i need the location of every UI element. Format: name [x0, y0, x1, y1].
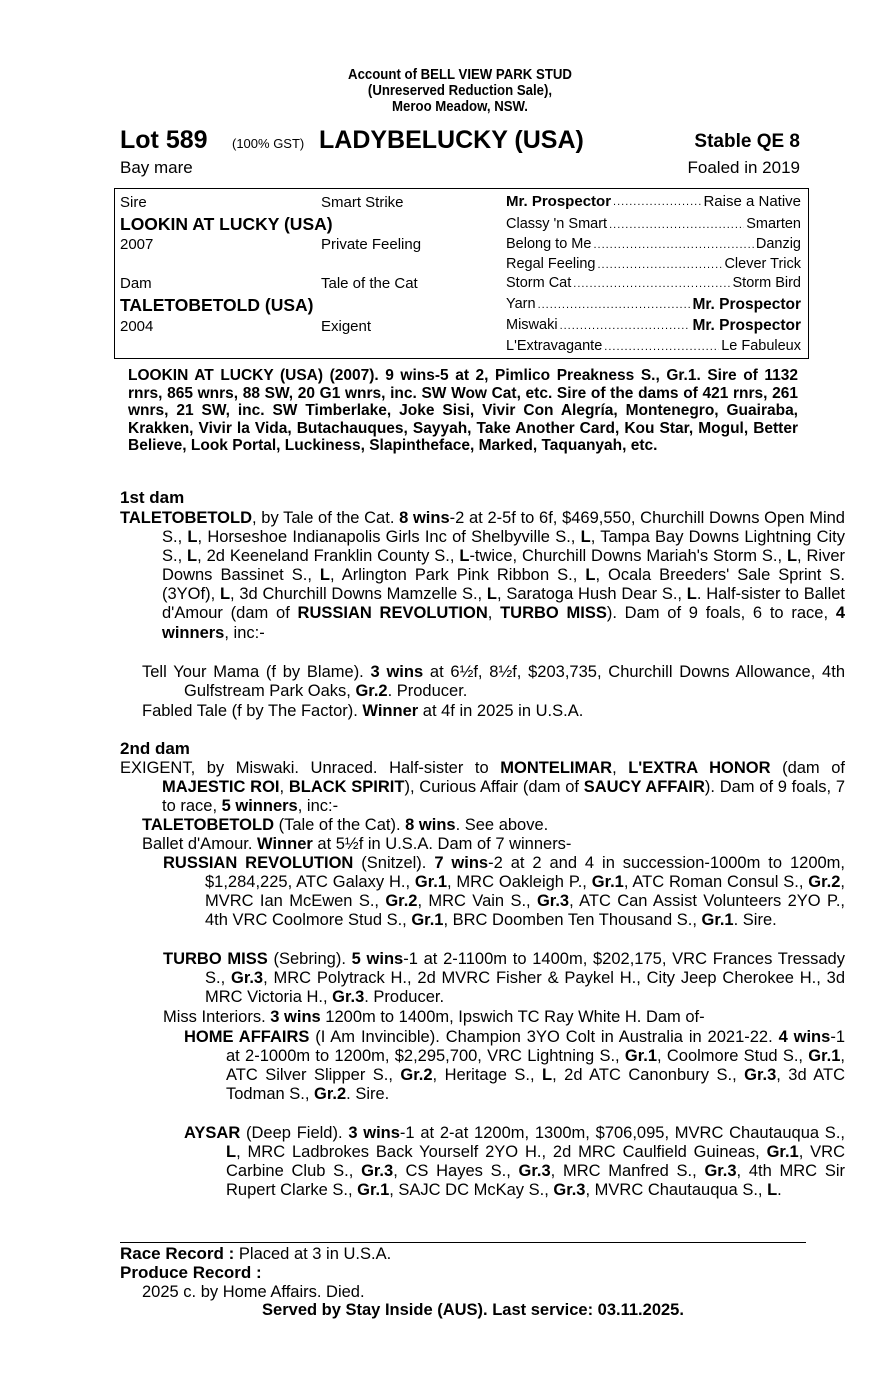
ancestor-row — [506, 296, 801, 314]
sire-year: 2007 — [120, 236, 154, 253]
ancestor-left: Storm Cat — [506, 275, 572, 291]
dam-name: TALETOBETOLD — [120, 509, 252, 527]
ancestor-right: Mr. Prospector — [692, 317, 801, 334]
ancestor-right: Storm Bird — [732, 275, 801, 291]
stable-number: Stable QE 8 — [694, 131, 800, 152]
dam-label: Dam — [120, 275, 152, 292]
second-dam-heading: 2nd dam — [120, 739, 190, 758]
foaled-year: Foaled in 2019 — [687, 158, 800, 177]
ancestor-row — [506, 236, 801, 254]
ancestor-left: Belong to Me — [506, 236, 592, 252]
ancestor-right: Le Fabuleux — [721, 338, 801, 354]
lot-line — [120, 126, 810, 156]
dam-year: 2004 — [120, 318, 154, 335]
second-dam-paragraph: EXIGENT, by Miswaki. Unraced. Half-sister to MONTELIMAR, L'EXTRA HONOR (dam of MAJESTIC ROI, BLACK SPIRIT), Curious Affair (dam of SAUCY AFFAIR). Dam of 9 foals, 7 to race, 5 winners, inc:- — [120, 759, 846, 816]
vendor-sale-type: (Unreserved Reduction Sale), — [367, 82, 553, 99]
offspring-entry: Tell Your Mama (f by Blame). 3 wins at 6½f, 8½f, $203,735, Churchill Downs Allowance, 4th Gulfstream Park Oaks, Gr.2. Producer. — [142, 663, 845, 701]
stakes-winner: RUSSIAN REVOLUTION — [297, 604, 488, 623]
ancestor-row — [506, 275, 801, 293]
pedigree-table — [114, 188, 809, 359]
offspring-entry: HOME AFFAIRS (I Am Invincible). Champion 3YO Colt in Australia in 2021-22. 4 wins-1 at 2-1000m to 1200m, $2,295,700, VRC Lightning S., Gr.1, Coolmore Stud S., Gr.1, ATC Silver Slipper S., Gr.2, Heritage S., L, 2d ATC Canonbury S., Gr.3, 3d ATC Todman S., Gr.2. Sire. — [184, 1028, 845, 1104]
horse-name: LADYBELUCKY (USA) — [319, 126, 584, 154]
vendor-block — [55, 67, 865, 115]
sire-name: LOOKIN AT LUCKY (USA) — [120, 214, 333, 234]
ancestor-row — [506, 338, 801, 356]
ancestor-row — [506, 317, 801, 335]
gst-note: (100% GST) — [232, 136, 305, 151]
ancestor-left: Yarn — [506, 296, 536, 312]
dam-dam: Exigent — [321, 318, 372, 335]
offspring-entry: TALETOBETOLD (Tale of the Cat). 8 wins. See above. — [142, 816, 549, 834]
vendor-name: Account of BELL VIEW PARK STUD — [348, 66, 572, 83]
dam-name: TALETOBETOLD (USA) — [120, 295, 314, 315]
dam-sire: Tale of the Cat — [321, 275, 418, 292]
ancestor-left: Classy 'n Smart — [506, 216, 608, 232]
ancestor-left: Miswaki — [506, 317, 558, 333]
sire-label: Sire — [120, 194, 147, 211]
ancestor-right: Mr. Prospector — [692, 296, 801, 313]
offspring-entry: AYSAR (Deep Field). 3 wins-1 at 2-at 1200m, 1300m, $706,095, MVRC Chautauqua S., L, MRC Ladbrokes Back Yourself 2YO H., 2d MRC Caulfield Guineas, Gr.1, VRC Carbine Club S., Gr.3, CS Hayes S., Gr.3, MRC Manfred S., Gr.3, 4th MRC Sir Rupert Clarke S., Gr.1, SAJC DC McKay S., Gr.3, MVRC Chautauqua S., L. — [184, 1124, 845, 1200]
offspring-entry: TURBO MISS (Sebring). 5 wins-1 at 2-1100m to 1400m, $202,175, VRC Frances Tressady S., Gr.3, MRC Polytrack H., 2d MVRC Fisher & Paykel H., City Jeep Cherokee H., 3d MRC Victoria H., Gr.3. Producer. — [163, 950, 845, 1007]
produce-entry: 2025 c. by Home Affairs. Died. — [142, 1283, 365, 1301]
ancestor-row — [506, 256, 801, 274]
ancestor-right: Danzig — [755, 236, 801, 252]
wins-count: 8 wins — [399, 509, 450, 527]
offspring-entry: Ballet d'Amour. Winner at 5½f in U.S.A. Dam of 7 winners- — [142, 835, 572, 853]
stakes-winner: TURBO MISS — [500, 604, 607, 623]
offspring-entry: Fabled Tale (f by The Factor). Winner at 4f in 2025 in U.S.A. — [142, 702, 584, 720]
ancestor-left: L'Extravagante — [506, 338, 603, 354]
sire-dam: Private Feeling — [321, 236, 422, 253]
vendor-location: Meroo Meadow, NSW. — [392, 98, 528, 115]
lot-number: Lot 589 — [120, 126, 208, 154]
sire-summary: LOOKIN AT LUCKY (USA) (2007). 9 wins-5 at 2, Pimlico Preakness S., Gr.1. Sire of 1132 rnrs, 865 wnrs, 88 SW, 20 G1 wnrs, inc. SW Wow Cat, etc. Sire of the dams of 421 rnrs, 261 wnrs, 21 SW, inc. SW Timberlake, Joke Sisi, Vivir Con Alegría, Montenegro, Guairaba, Krakken, Vivir la Vida, Butachauques, Sayyah, Take Another Card, Kou Star, Mogul, Better Believe, Look Portal, Luckiness, Slapintheface, Marked, Taquanyah, etc. — [128, 367, 798, 455]
ancestor-row — [506, 216, 801, 234]
first-dam-paragraph: TALETOBETOLD, by Tale of the Cat. 8 wins-2 at 2-5f to 6f, $469,550, Churchill Downs Open Mind S., L, Horseshoe Indianapolis Girls Inc of Shelbyville S., L, Tampa Bay Downs Lightning City S., L, 2d Keeneland Franklin County S., L-twice, Churchill Downs Mariah's Storm S., L, River Downs Bassinet S., L, Arlington Park Pink Ribbon S., L, Ocala Breeders' Sale Sprint S. (3YOf), L, 3d Churchill Downs Mamzelle S., L, Saratoga Hush Dear S., L. Half-sister to Ballet d'Amour (dam of RUSSIAN REVOLUTION, TURBO MISS). Dam of 9 foals, 6 to race, 4 winners, inc:- — [120, 509, 846, 642]
horse-description: Bay mare — [120, 158, 193, 177]
sire-sire: Smart Strike — [321, 194, 404, 211]
divider — [120, 1242, 806, 1243]
race-record: Race Record : Placed at 3 in U.S.A. — [120, 1244, 392, 1263]
offspring-entry: RUSSIAN REVOLUTION (Snitzel). 7 wins-2 at 2 and 4 in succession-1000m to 1200m, $1,284,225, ATC Galaxy H., Gr.1, MRC Oakleigh P., Gr.1, ATC Roman Consul S., Gr.2, MVRC Ian McEwen S., Gr.2, MRC Vain S., Gr.3, ATC Can Assist Volunteers 2YO P., 4th VRC Coolmore Stud S., Gr.1, BRC Doomben Ten Thousand S., Gr.1. Sire. — [163, 854, 845, 930]
ancestor-left: Regal Feeling — [506, 256, 596, 272]
offspring-entry: Miss Interiors. 3 wins 1200m to 1400m, Ipswich TC Ray White H. Dam of- — [163, 1008, 705, 1026]
ancestor-row — [506, 193, 801, 211]
ancestor-right: Raise a Native — [703, 193, 801, 210]
ancestor-left: Mr. Prospector — [506, 193, 612, 210]
first-dam-heading: 1st dam — [120, 488, 185, 507]
ancestor-right: Clever Trick — [724, 256, 801, 272]
service-note: Served by Stay Inside (AUS). Last service: 03.11.2025. — [262, 1301, 684, 1319]
ancestor-right: Smarten — [746, 216, 801, 232]
produce-record-label: Produce Record : — [120, 1263, 262, 1282]
